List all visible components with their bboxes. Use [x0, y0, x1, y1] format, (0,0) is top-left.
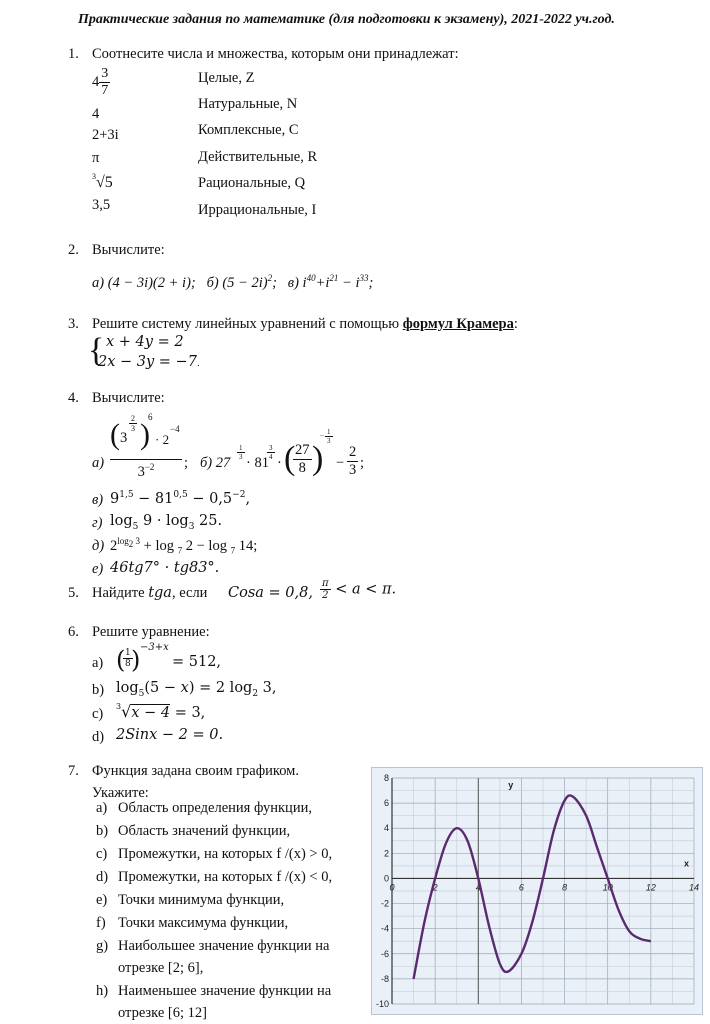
x-tick-label: 2	[432, 882, 438, 893]
x-tick-label: 14	[688, 882, 700, 893]
set-item: Целые, Z	[198, 70, 255, 86]
task6b-label: b)	[92, 682, 105, 698]
task1-number-3: 2+3i	[92, 127, 119, 143]
x-tick-label: 10	[602, 882, 613, 893]
y-tick-label: -4	[380, 923, 389, 934]
y-axis-label: y	[508, 780, 514, 790]
task6c-expression: $^3$√x − 4 = 3,	[116, 702, 206, 721]
task7-item-label: b)	[96, 823, 109, 839]
task4-text: Вычислите:	[92, 390, 165, 406]
task2-expressions	[92, 273, 373, 292]
task6d-expression: 2Sinx − 2 = 0.	[116, 727, 224, 743]
y-tick-label: 8	[383, 773, 389, 783]
mixed-whole: 4	[92, 74, 100, 90]
graph-svg	[372, 768, 702, 1014]
task7-item-text: Точки максимума функции,	[118, 915, 289, 931]
task6-number: 6.	[68, 624, 79, 640]
page-title: Практические задания по математике (для подготовки к экзамену), 2021-2022 уч.год.	[78, 12, 615, 27]
task7-item-label: e)	[96, 892, 108, 908]
task7-item-label: f)	[96, 915, 106, 931]
task4a-tail: ;	[184, 455, 189, 471]
root-index: 3	[92, 172, 96, 181]
task4d-label: д)	[92, 538, 105, 554]
task7-text2: Укажите:	[92, 785, 149, 801]
system-brace: {	[88, 332, 105, 369]
task1-number-2: 4	[92, 106, 100, 122]
root-radicand: √5	[96, 174, 113, 191]
task6d-label: d)	[92, 729, 105, 745]
task2-number: 2.	[68, 242, 79, 258]
task7-item-text: Наименьшее значение функции на	[118, 983, 332, 999]
x-tick-label: 0	[389, 882, 395, 893]
x-tick-label: 8	[562, 882, 568, 893]
x-tick-label: 6	[518, 882, 524, 893]
cramer-link[interactable]: формул Крамера	[402, 316, 514, 332]
x-tick-label: 4	[475, 882, 481, 893]
task4g-expression: $\log_5 9 \cdot \log_3 25$.	[110, 513, 223, 532]
task6c-label: c)	[92, 706, 104, 722]
x-axis-label: x	[684, 858, 690, 869]
task7-item-text: Промежутки, на которых f /(x) < 0,	[118, 869, 333, 885]
task7-item-label: g)	[96, 938, 109, 954]
task3-text: Решите систему линейных уравнений с помощью формул Крамера:	[92, 316, 518, 332]
task4a-fraction: ( 3 $\frac{2}{3}$ ) 6 · 2 −4 $3^{-2}$	[110, 412, 182, 481]
task6a-label: a)	[92, 655, 104, 671]
task7-item-text: Точки минимума функции,	[118, 892, 285, 908]
y-tick-label: -8	[380, 973, 389, 984]
task6b-expression: $\log_5(5 - x) = 2$ $\log_2 3$,	[116, 680, 277, 699]
task7-item-text: Промежутки, на которых f /(x) > 0,	[118, 846, 333, 862]
set-item: Натуральные, N	[198, 96, 298, 112]
task4e-label: е)	[92, 561, 104, 577]
task7-item-label: a)	[96, 800, 108, 816]
set-item: Рациональные, Q	[198, 175, 306, 191]
task7-item-label: c)	[96, 846, 108, 862]
y-tick-label: -6	[380, 948, 389, 959]
task7-item-label: d)	[96, 869, 109, 885]
task6-text: Решите уравнение:	[92, 624, 210, 640]
system-eq1: x + 4y = 2	[106, 334, 184, 350]
task7-text: Функция задана своим графиком.	[92, 763, 299, 779]
task4a-label: а)	[92, 455, 105, 471]
task4g-label: г)	[92, 515, 103, 531]
system-eq2: 2x − 3y = −7.	[98, 354, 200, 370]
task1-number-5	[92, 172, 113, 192]
task4d-expression: $2^{log_2 3} + \log _7$ 2 − log $_7$ 14;	[110, 536, 258, 556]
y-tick-label: 4	[383, 823, 389, 834]
set-item: Действительные, R	[198, 149, 318, 165]
y-tick-label: -10	[375, 999, 389, 1009]
task4e-expression: 46tg7° · tg83°.	[110, 560, 220, 576]
task2-a: а) (4 − 3i)(2 + i);	[92, 274, 196, 291]
task4-number: 4.	[68, 390, 79, 406]
task1-number: 1.	[68, 46, 79, 62]
task5-range: $\frac{\pi}{2}$ < a < π.	[322, 578, 397, 601]
task1-text: Соотнесите числа и множества, которым они принадлежат:	[92, 46, 459, 62]
task2-b: б) $(5 - 2i)^2$;	[206, 273, 277, 291]
task7-item-text: отрезке [6; 12]	[118, 1005, 207, 1021]
task5-condition: Cosa = 0,8,	[228, 585, 313, 601]
task2-c: в) $i^{40}+i^{21} - i^{33}$;	[287, 273, 374, 291]
task7-item-text: отрезке [2; 6],	[118, 960, 204, 976]
task1-mixed-fraction	[92, 66, 110, 99]
task2-text: Вычислите:	[92, 242, 165, 258]
task7-item-text: Наибольшее значение функции на	[118, 938, 330, 954]
mixed-denominator: 7	[101, 83, 109, 98]
set-item: Комплексные, C	[198, 122, 299, 138]
task1-number-6: 3,5	[92, 197, 111, 213]
task1-number-4: π	[92, 150, 100, 166]
x-tick-label: 12	[645, 882, 656, 893]
mixed-numerator: 3	[101, 66, 109, 81]
y-tick-label: -2	[380, 898, 389, 909]
y-tick-label: 0	[383, 873, 389, 884]
task4v-label: в)	[92, 492, 104, 508]
y-tick-label: 6	[383, 798, 389, 809]
set-item: Иррациональные, I	[198, 202, 317, 218]
task7-item-text: Область определения функции,	[118, 800, 312, 816]
task5-number: 5.	[68, 585, 79, 601]
task4v-expression: $9^{1,5} - 81^{0,5} - 0,5^{-2}$,	[110, 490, 251, 507]
function-curve	[414, 795, 651, 978]
y-tick-label: 2	[383, 848, 389, 859]
task7-number: 7.	[68, 763, 79, 779]
task3-number: 3.	[68, 316, 79, 332]
task5-text: Найдите tga, если	[92, 585, 208, 601]
task7-item-label: h)	[96, 983, 109, 999]
task7-item-text: Область значений функции,	[118, 823, 291, 839]
function-graph	[371, 767, 703, 1015]
